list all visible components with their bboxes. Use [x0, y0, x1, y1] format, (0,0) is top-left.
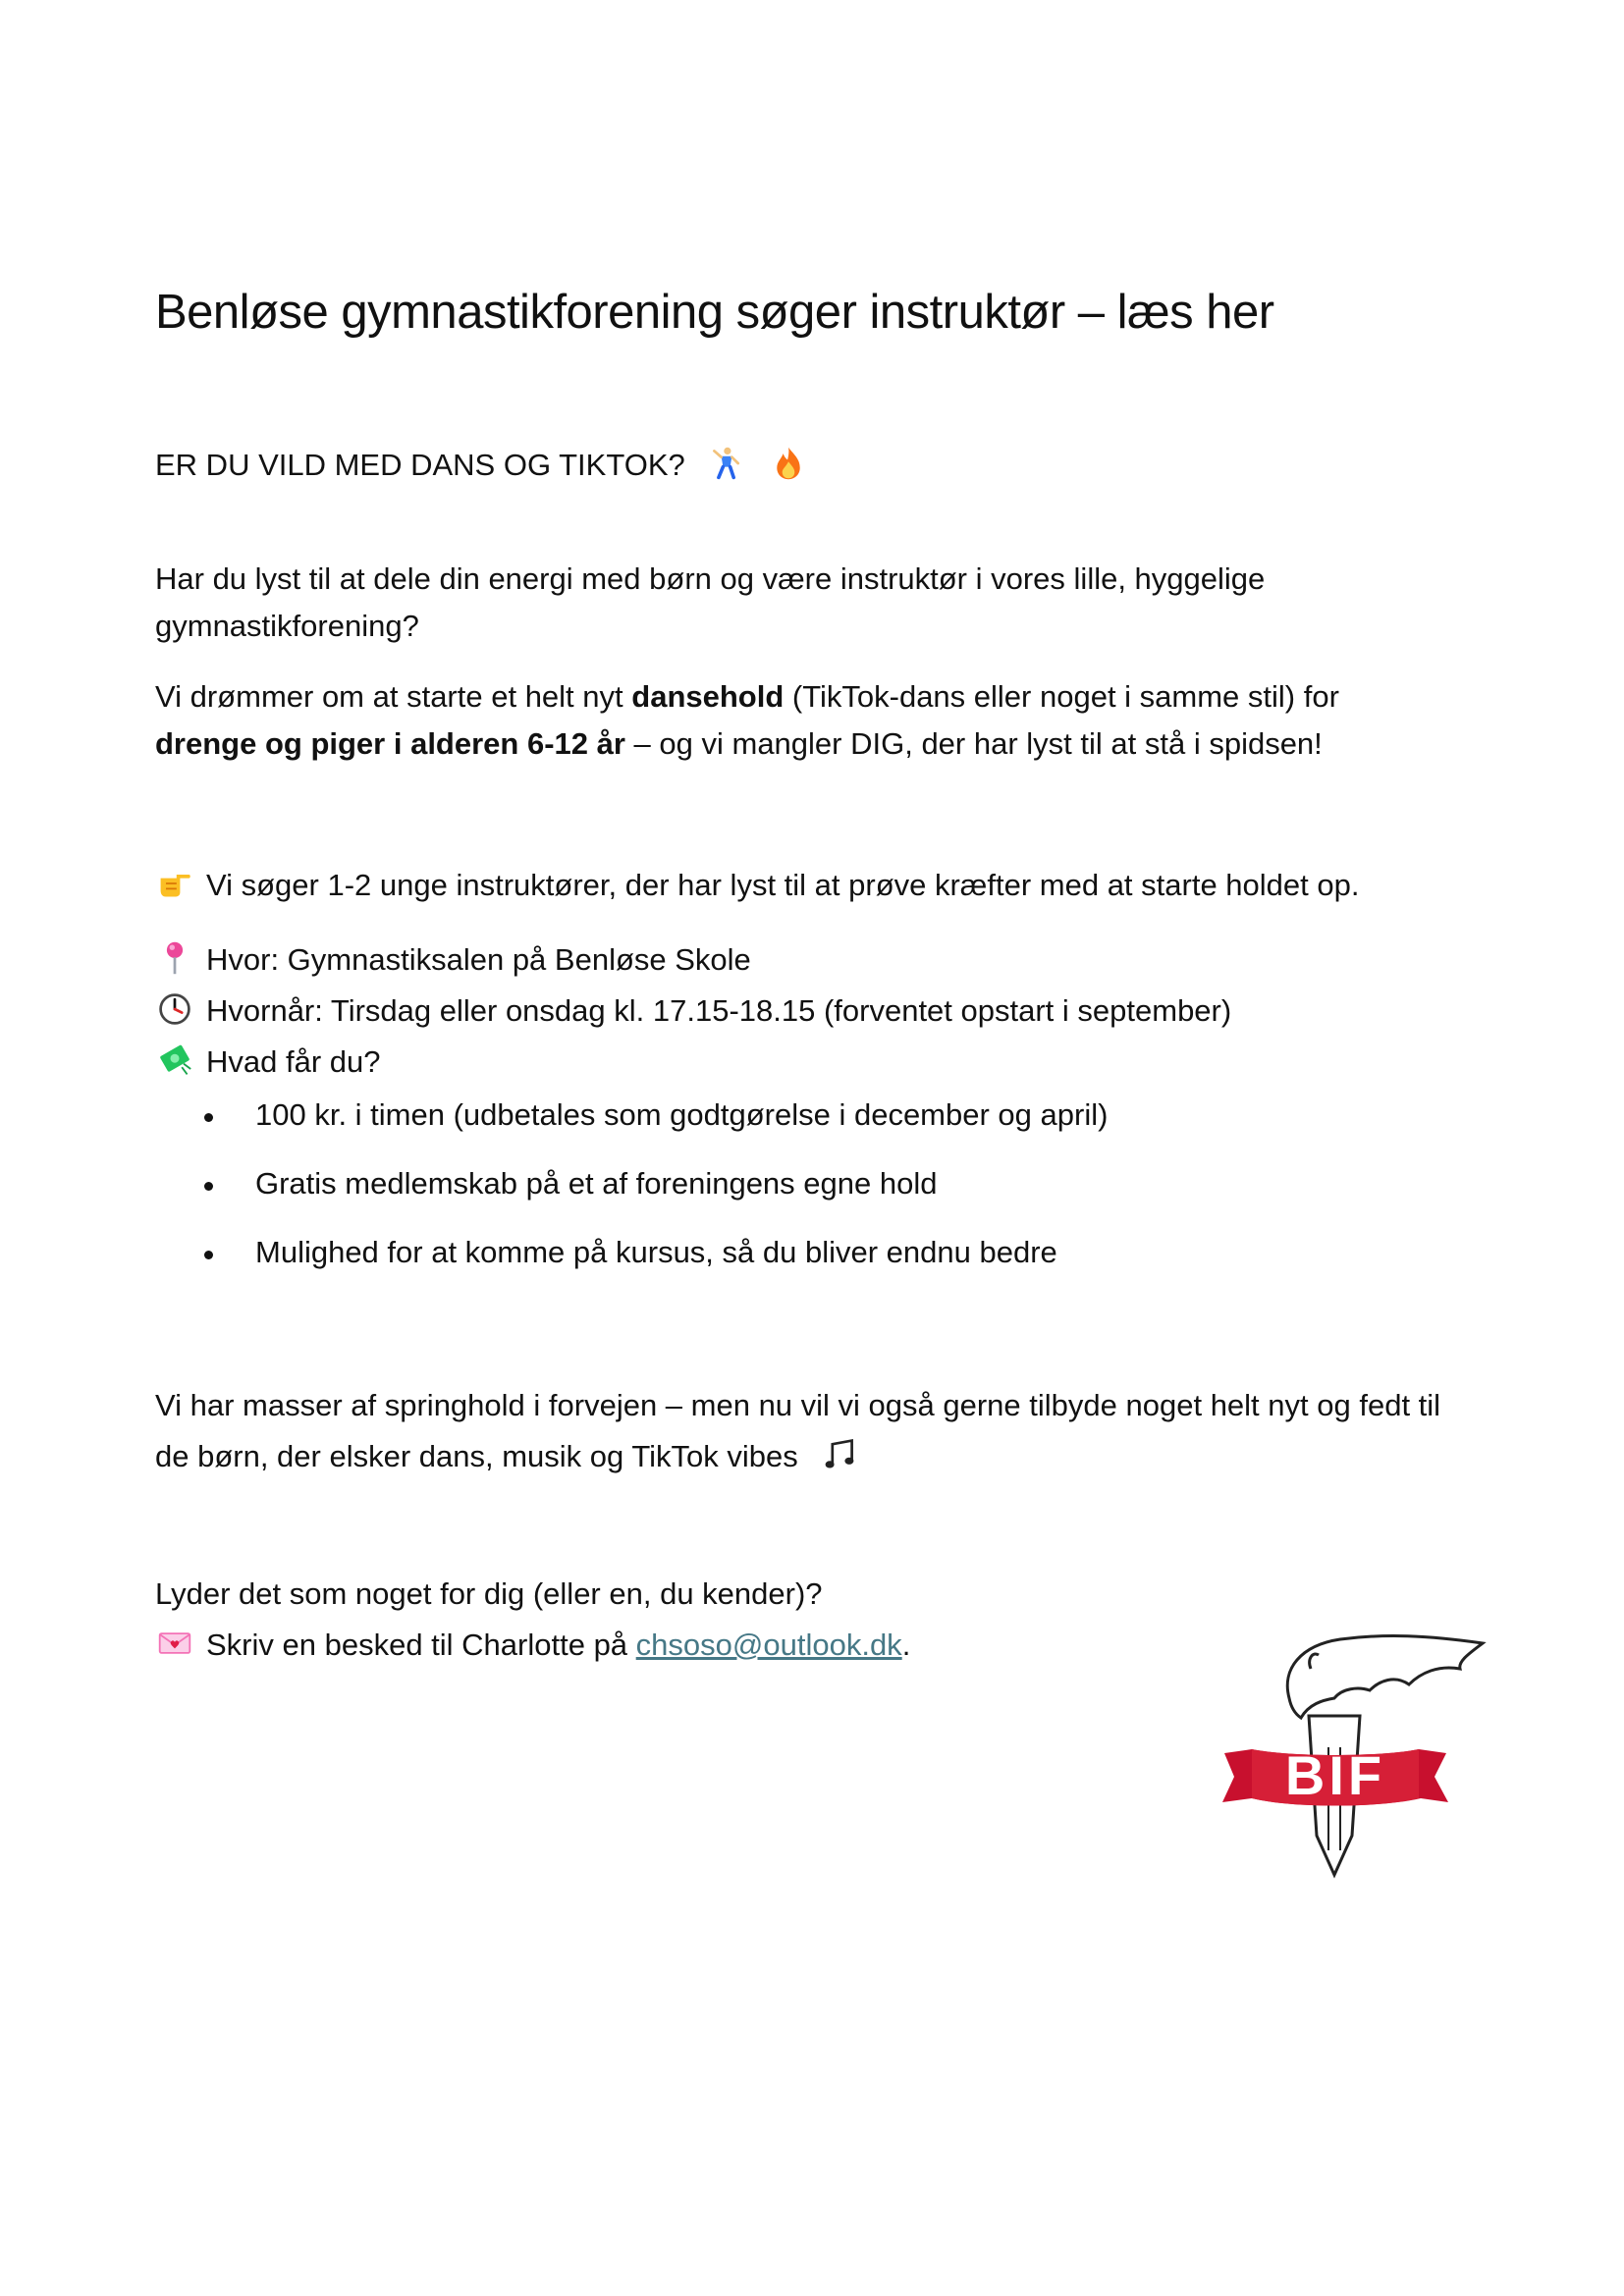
email-link[interactable]: chsoso@outlook.dk	[635, 1628, 902, 1662]
dream-bold-dansehold: dansehold	[631, 679, 785, 714]
bullet	[204, 1182, 213, 1191]
where-text: Hvor: Gymnastiksalen på Benløse Skole	[206, 942, 751, 977]
money-icon	[155, 1042, 194, 1078]
list-item	[204, 1092, 1108, 1160]
benefits-list	[204, 1092, 1108, 1298]
dream-bold-age: drenge og piger i alderen 6-12 år	[155, 726, 625, 761]
fire-icon	[769, 446, 808, 481]
benefit-text: Mulighed for at komme på kursus, så du bliver endnu bedre	[255, 1235, 1057, 1269]
closing-line-1: Vi har masser af springhold i forvejen – men nu vil vi også gerne tilbyde noget helt nyt og fedt til	[155, 1388, 1441, 1422]
love-letter-icon	[155, 1626, 194, 1661]
list-item	[204, 1229, 1108, 1298]
dream-text-end: – og vi mangler DIG, der har lyst til at stå i spidsen!	[624, 726, 1323, 761]
contact-question: Lyder det som noget for dig (eller en, du kender)?	[155, 1576, 823, 1611]
when-text: Hvornår: Tirsdag eller onsdag kl. 17.15-18.15 (forventet opstart i september)	[206, 993, 1232, 1028]
logo-flame	[1287, 1636, 1483, 1718]
when-line	[155, 988, 1231, 1035]
closing-line-2	[155, 1433, 859, 1480]
intro-line-1: Har du lyst til at dele din energi med børn og være instruktør i vores lille, hyggelige	[155, 561, 1266, 596]
logo-text: BIF	[1284, 1744, 1386, 1806]
seek-text: Vi søger 1-2 unge instruktører, der har lyst til at prøve kræfter med at starte holdet op.	[206, 868, 1360, 902]
bif-logo	[1213, 1629, 1502, 1885]
headline-text: ER DU VILD MED DANS OG TIKTOK?	[155, 448, 685, 482]
bullet	[204, 1113, 213, 1122]
closing-text: de børn, der elsker dans, musik og TikTok vibes	[155, 1439, 798, 1473]
dream-line-2	[155, 721, 1323, 768]
contact-period: .	[901, 1628, 911, 1662]
list-item	[204, 1160, 1108, 1229]
contact-text: Skriv en besked til Charlotte på	[206, 1628, 636, 1662]
intro-line-2: gymnastikforening?	[155, 609, 419, 643]
what-line	[155, 1039, 381, 1086]
headline	[155, 442, 808, 489]
contact-line	[155, 1622, 910, 1669]
bullet	[204, 1251, 213, 1259]
page-title: Benløse gymnastikforening søger instruktør – læs her	[155, 286, 1274, 339]
dream-text: Vi drømmer om at starte et helt nyt	[155, 679, 632, 714]
seek-line	[155, 862, 1359, 909]
what-text: Hvad får du?	[206, 1044, 381, 1079]
clock-icon	[155, 991, 194, 1027]
where-line	[155, 936, 751, 984]
dream-line-1	[155, 673, 1339, 721]
dancer-icon	[707, 446, 746, 481]
benefit-text: Gratis medlemskab på et af foreningens egne hold	[255, 1166, 938, 1201]
benefit-text: 100 kr. i timen (udbetales som godtgørelse i december og april)	[255, 1097, 1109, 1132]
pointing-hand-icon	[155, 866, 194, 901]
pin-icon	[155, 940, 194, 976]
dream-text-cont: (TikTok-dans eller noget i samme stil) for	[784, 679, 1339, 714]
music-notes-icon	[820, 1437, 859, 1472]
